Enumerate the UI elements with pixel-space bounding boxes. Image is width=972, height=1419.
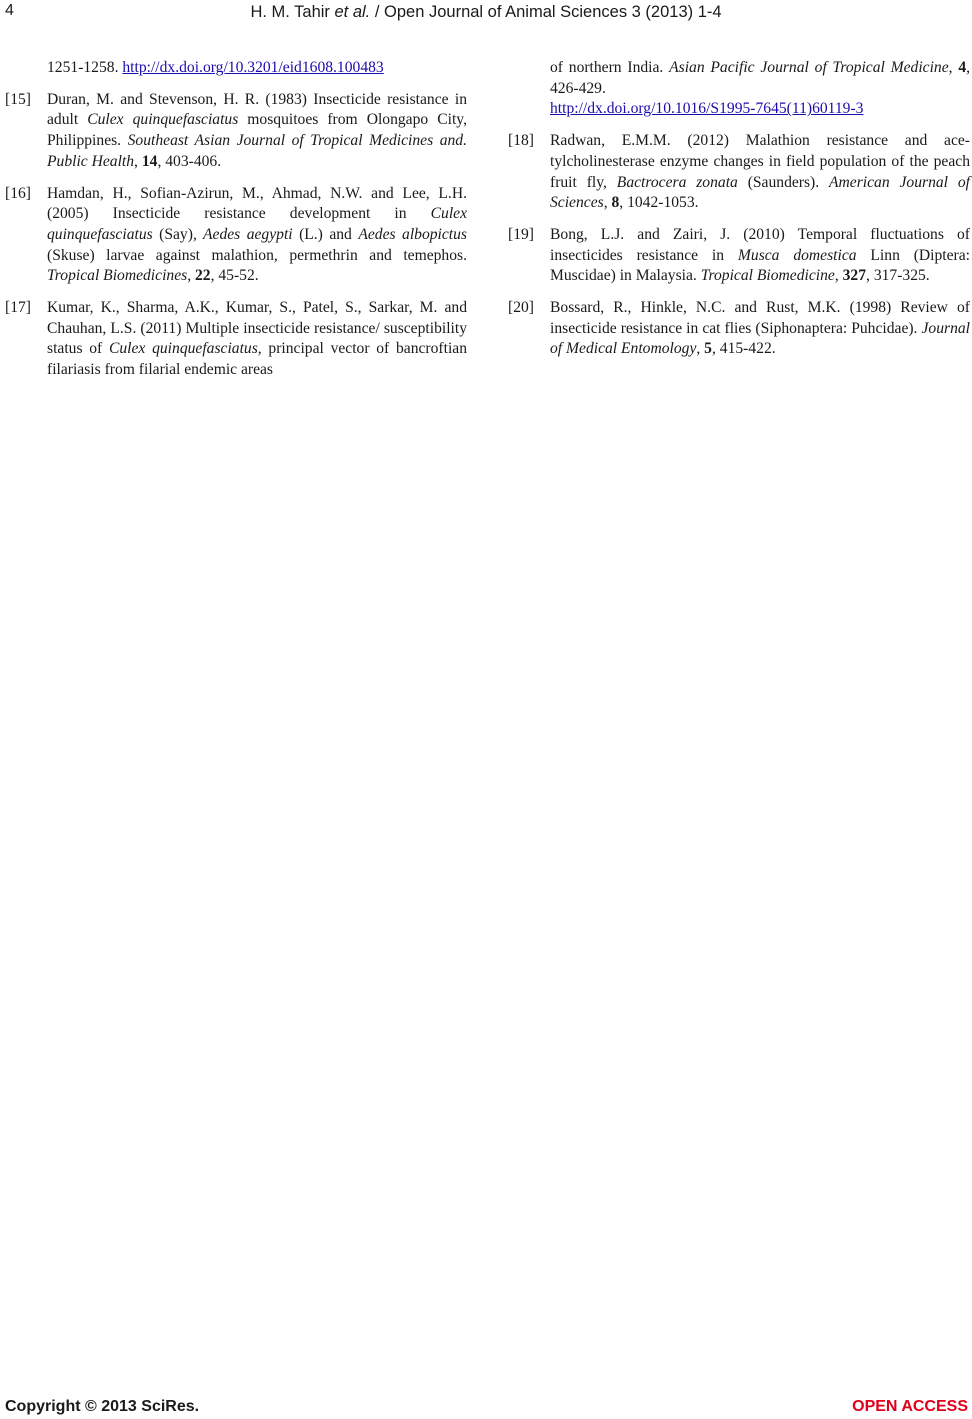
reference-text: Duran, M. and Stevenson, H. R. (1983) Insecticide resistance in adult Culex quinquefasciatus mosquitoes from Olongapo City, Philippines. Southeast Asian Journal of Tropical Medicines and. Public Health, 14, 403-406. bbox=[47, 90, 467, 170]
reference-18 bbox=[508, 131, 970, 214]
open-access-label: OPEN ACCESS bbox=[852, 1398, 968, 1415]
reference-text: Kumar, K., Sharma, A.K., Kumar, S., Patel, S., Sarkar, M. and Chauhan, L.S. (2011) Multiple insecticide resistance/ susceptibility status of Culex quinquefasciatus, principal vector of bancroftian filariasis from filarial endemic areas bbox=[47, 299, 467, 379]
reference-17 bbox=[5, 298, 467, 381]
reference-number: [18] bbox=[508, 132, 534, 150]
reference-text: Bong, L.J. and Zairi, J. (2010) Temporal fluctuations of insecticides resistance in Musca domestica Linn (Diptera: Muscidae) in Malaysia. Tropical Biomedicine, 327, 317-325. bbox=[550, 225, 970, 285]
doi-link[interactable]: http://dx.doi.org/10.1016/S1995-7645(11)60119-3 bbox=[550, 100, 864, 118]
page-number: 4 bbox=[5, 2, 14, 19]
running-header bbox=[0, 3, 972, 22]
reference-16 bbox=[5, 184, 467, 288]
reference-20 bbox=[508, 298, 970, 360]
reference-text: Hamdan, H., Sofian-Azirun, M., Ahmad, N.W. and Lee, L.H. (2005) Insecticide resistance development in Culex quinquefasciatus (Say), Aedes aegypti (L.) and Aedes albopictus (Skuse) larvae against malathion, permethrin and temephos. Tropical Biomedicines, 22, 45-52. bbox=[47, 184, 467, 285]
reference-number: [20] bbox=[508, 299, 534, 317]
reference-number: [17] bbox=[5, 299, 31, 317]
header-authors: H. M. Tahir bbox=[250, 3, 335, 21]
header-etal: et al. bbox=[334, 3, 371, 21]
reference-number: [15] bbox=[5, 90, 31, 108]
copyright-notice: Copyright © 2013 SciRes. bbox=[5, 1398, 200, 1415]
right-column bbox=[508, 58, 970, 371]
reference-number: [19] bbox=[508, 225, 534, 243]
reference-text: Radwan, E.M.M. (2012) Malathion resistance and acetylcholinesterase enzyme changes in field population of the peach fruit fly, Bactrocera zonata (Saunders). American Journal of Sciences, 8, 1042-1053. bbox=[550, 132, 971, 212]
reference-number: [16] bbox=[5, 184, 31, 202]
reference-15 bbox=[5, 90, 467, 173]
reference-19 bbox=[508, 225, 970, 287]
reference-continuation: of northern India. Asian Pacific Journal of Tropical Medicine, 4, 426-429. http://dx.doi.org/10.1016/S1995-7645(11)60119-3 bbox=[550, 59, 971, 118]
doi-link[interactable]: http://dx.doi.org/10.3201/eid1608.100483 bbox=[122, 59, 384, 76]
reference-continuation: 1251-1258. http://dx.doi.org/10.3201/eid1608.100483 bbox=[47, 59, 384, 76]
header-journal: / Open Journal of Animal Sciences 3 (2013) 1-4 bbox=[370, 3, 722, 21]
left-column bbox=[5, 58, 467, 392]
reference-text: Bossard, R., Hinkle, N.C. and Rust, M.K. (1998) Review of insecticide resistance in cat flies (Siphonaptera: Puhcidae). Journal of Medical Entomology, 5, 415-422. bbox=[550, 299, 970, 358]
